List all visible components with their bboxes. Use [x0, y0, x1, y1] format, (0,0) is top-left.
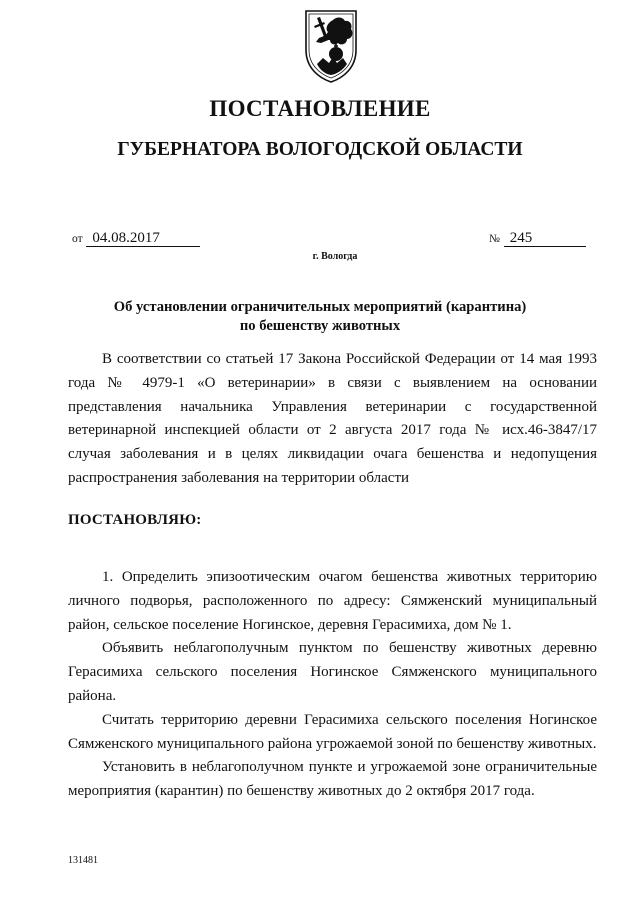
document-heading — [0, 298, 640, 336]
date-label: от — [72, 233, 83, 245]
decree-items — [68, 566, 597, 804]
date-value: 04.08.2017 — [86, 230, 200, 247]
city-label: г. Вологда — [312, 251, 358, 262]
heading-line-2: по бешенству животных — [239, 318, 401, 334]
preamble-text: В соответствии со статьей 17 Закона Российской Федерации от 14 мая 1993 года № 4979-1 «О ветеринарии» в связи с выявлением на основании представления начальника Управления ветеринарии с государственной ветеринарной инспекцией области от 2 августа 2017 года № исх.46-3847/17 случая заболевания и в целях ликвидации очага бешенства и недопущения распространения заболевания на территории области — [68, 351, 597, 486]
number-label: № — [489, 233, 500, 245]
vologda-coat-of-arms-icon — [303, 8, 359, 84]
document-subtitle: ГУБЕРНАТОРА ВОЛОГОДСКОЙ ОБЛАСТИ — [117, 139, 523, 160]
decree-word: ПОСТАНОВЛЯЮ: — [68, 512, 202, 528]
paragraph-2: Объявить неблагополучным пунктом по бешенству животных деревню Герасимиха сельского поселения Ногинское Сямженского муниципального района. — [68, 640, 597, 704]
paragraph-1: 1. Определить эпизоотическим очагом бешенства животных территорию личного подворья, расположенного по адресу: Сямженский муниципальный район, сельское поселение Ногинское, деревня Герасимиха, дом № 1. — [68, 569, 597, 633]
document-title: ПОСТАНОВЛЕНИЕ — [209, 96, 431, 121]
paragraph-4: Установить в неблагополучном пункте и угрожаемой зоне ограничительные мероприятия (карантин) по бешенству животных до 2 октября 2017 года. — [68, 759, 597, 800]
footer-code: 131481 — [68, 855, 98, 866]
preamble — [68, 348, 597, 491]
date-field — [72, 230, 200, 247]
heading-line-1: Об установлении ограничительных мероприятий (карантина) — [113, 299, 527, 315]
number-value: 245 — [504, 230, 586, 247]
number-field — [489, 230, 586, 247]
paragraph-3: Считать территорию деревни Герасимиха сельского поселения Ногинское Сямженского муниципального района угрожаемой зоной по бешенству животных. — [68, 711, 597, 752]
